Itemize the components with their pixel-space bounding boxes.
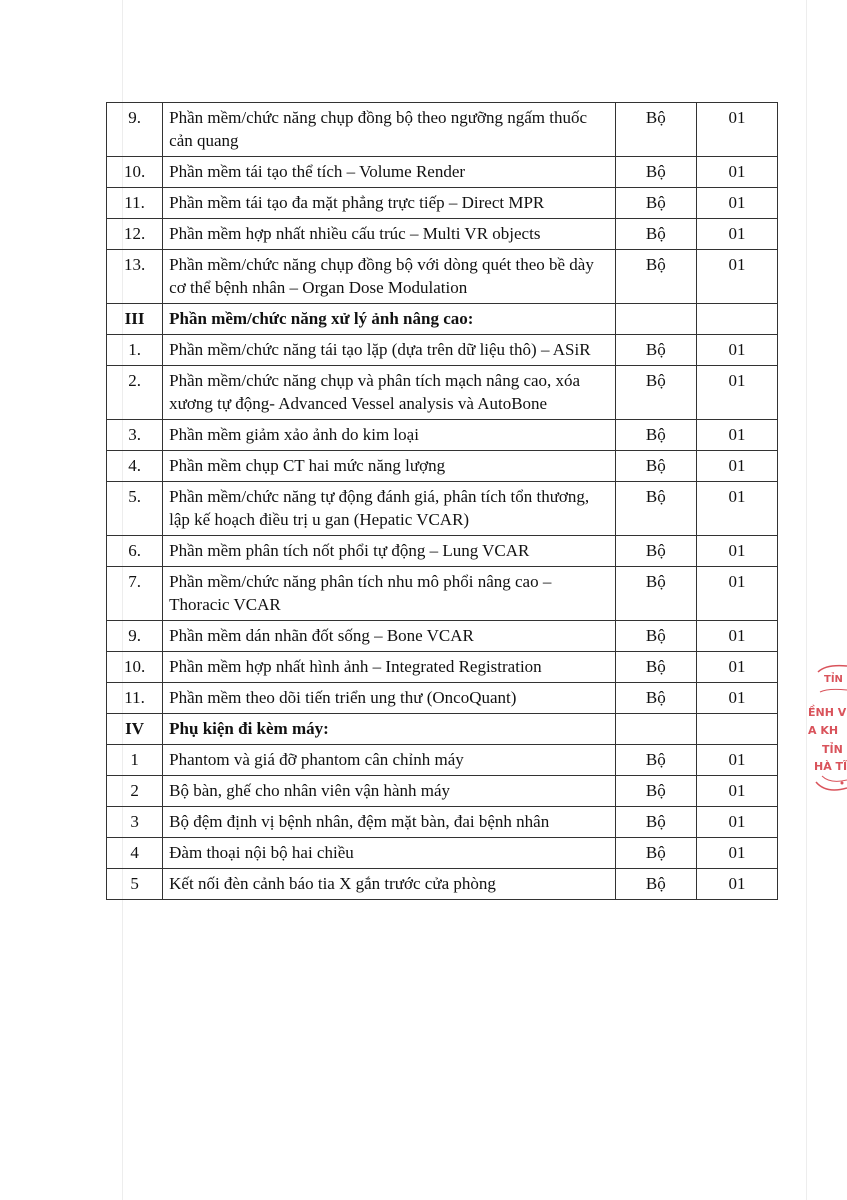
- unit-cell: Bộ: [615, 451, 696, 482]
- table-row: [107, 482, 778, 536]
- stamp-text: HÀ TĨ: [814, 760, 847, 773]
- quantity-cell: 01: [696, 807, 777, 838]
- row-number-cell: 7.: [107, 567, 163, 621]
- unit-cell: Bộ: [615, 776, 696, 807]
- item-name-cell: Phần mềm tái tạo đa mặt phẳng trực tiếp – Direct MPR: [163, 188, 616, 219]
- quantity-cell: [696, 714, 777, 745]
- item-name-cell: Phần mềm/chức năng phân tích nhu mô phổi nâng cao – Thoracic VCAR: [163, 567, 616, 621]
- table-row: [107, 745, 778, 776]
- table-row: [107, 366, 778, 420]
- unit-cell: Bộ: [615, 652, 696, 683]
- item-name-cell: Phantom và giá đỡ phantom cân chỉnh máy: [163, 745, 616, 776]
- unit-cell: Bộ: [615, 807, 696, 838]
- row-number-cell: 4.: [107, 451, 163, 482]
- quantity-cell: 01: [696, 567, 777, 621]
- row-number-cell: 6.: [107, 536, 163, 567]
- item-name-cell: Phần mềm hợp nhất hình ảnh – Integrated Registration: [163, 652, 616, 683]
- row-number-cell: 5: [107, 869, 163, 900]
- unit-cell: [615, 304, 696, 335]
- unit-cell: Bộ: [615, 250, 696, 304]
- row-number-cell: 10.: [107, 157, 163, 188]
- row-number-cell: 11.: [107, 188, 163, 219]
- item-name-cell: Phần mềm/chức năng xử lý ảnh nâng cao:: [163, 304, 616, 335]
- unit-cell: [615, 714, 696, 745]
- section-header-row: [107, 304, 778, 335]
- stamp-text: A KH: [808, 724, 839, 737]
- item-name-cell: Phần mềm/chức năng chụp và phân tích mạch nâng cao, xóa xương tự động- Advanced Vessel analysis và AutoBone: [163, 366, 616, 420]
- quantity-cell: 01: [696, 219, 777, 250]
- table-row: [107, 420, 778, 451]
- stamp-dot: [841, 782, 844, 785]
- red-stamp-seal: [806, 660, 847, 800]
- unit-cell: Bộ: [615, 103, 696, 157]
- table-row: [107, 536, 778, 567]
- spec-table-body: [107, 103, 778, 900]
- item-name-cell: Kết nối đèn cảnh báo tia X gắn trước cửa phòng: [163, 869, 616, 900]
- quantity-cell: 01: [696, 652, 777, 683]
- unit-cell: Bộ: [615, 219, 696, 250]
- row-number-cell: 1.: [107, 335, 163, 366]
- unit-cell: Bộ: [615, 567, 696, 621]
- row-number-cell: 11.: [107, 683, 163, 714]
- unit-cell: Bộ: [615, 157, 696, 188]
- stamp-text: TỈN: [822, 743, 843, 756]
- scan-artifact-line: [806, 0, 807, 1200]
- item-name-cell: Phần mềm/chức năng chụp đồng bộ với dòng quét theo bề dày cơ thể bệnh nhân – Organ Dose Modulation: [163, 250, 616, 304]
- item-name-cell: Phụ kiện đi kèm máy:: [163, 714, 616, 745]
- quantity-cell: 01: [696, 366, 777, 420]
- quantity-cell: 01: [696, 683, 777, 714]
- quantity-cell: 01: [696, 420, 777, 451]
- item-name-cell: Phần mềm tái tạo thể tích – Volume Render: [163, 157, 616, 188]
- item-name-cell: Phần mềm giảm xảo ảnh do kim loại: [163, 420, 616, 451]
- section-header-row: [107, 714, 778, 745]
- table-row: [107, 776, 778, 807]
- table-row: [107, 683, 778, 714]
- quantity-cell: 01: [696, 451, 777, 482]
- item-name-cell: Phần mềm chụp CT hai mức năng lượng: [163, 451, 616, 482]
- row-number-cell: 4: [107, 838, 163, 869]
- table-row: [107, 838, 778, 869]
- quantity-cell: 01: [696, 621, 777, 652]
- quantity-cell: [696, 304, 777, 335]
- quantity-cell: 01: [696, 188, 777, 219]
- quantity-cell: 01: [696, 776, 777, 807]
- unit-cell: Bộ: [615, 335, 696, 366]
- table-row: [107, 807, 778, 838]
- unit-cell: Bộ: [615, 683, 696, 714]
- row-number-cell: 9.: [107, 621, 163, 652]
- row-number-cell: 3: [107, 807, 163, 838]
- quantity-cell: 01: [696, 482, 777, 536]
- item-name-cell: Đàm thoại nội bộ hai chiều: [163, 838, 616, 869]
- row-number-cell: 5.: [107, 482, 163, 536]
- item-name-cell: Phần mềm hợp nhất nhiều cấu trúc – Multi VR objects: [163, 219, 616, 250]
- unit-cell: Bộ: [615, 420, 696, 451]
- unit-cell: Bộ: [615, 482, 696, 536]
- item-name-cell: Bộ bàn, ghế cho nhân viên vận hành máy: [163, 776, 616, 807]
- quantity-cell: 01: [696, 838, 777, 869]
- quantity-cell: 01: [696, 157, 777, 188]
- item-name-cell: Phần mềm/chức năng chụp đồng bộ theo ngưỡng ngấm thuốc cản quang: [163, 103, 616, 157]
- item-name-cell: Phần mềm dán nhãn đốt sống – Bone VCAR: [163, 621, 616, 652]
- row-number-cell: 3.: [107, 420, 163, 451]
- row-number-cell: 13.: [107, 250, 163, 304]
- item-name-cell: Phần mềm/chức năng tái tạo lặp (dựa trên dữ liệu thô) – ASiR: [163, 335, 616, 366]
- row-number-cell: 9.: [107, 103, 163, 157]
- row-number-cell: 2: [107, 776, 163, 807]
- unit-cell: Bộ: [615, 838, 696, 869]
- table-row: [107, 250, 778, 304]
- row-number-cell: IV: [107, 714, 163, 745]
- row-number-cell: 12.: [107, 219, 163, 250]
- quantity-cell: 01: [696, 745, 777, 776]
- table-row: [107, 335, 778, 366]
- table-row: [107, 652, 778, 683]
- row-number-cell: III: [107, 304, 163, 335]
- item-name-cell: Phần mềm phân tích nốt phổi tự động – Lung VCAR: [163, 536, 616, 567]
- unit-cell: Bộ: [615, 188, 696, 219]
- row-number-cell: 1: [107, 745, 163, 776]
- item-name-cell: Phần mềm/chức năng tự động đánh giá, phân tích tổn thương, lập kế hoạch điều trị u gan (Hepatic VCAR): [163, 482, 616, 536]
- table-row: [107, 219, 778, 250]
- stamp-graphic: [806, 660, 847, 800]
- row-number-cell: 10.: [107, 652, 163, 683]
- quantity-cell: 01: [696, 536, 777, 567]
- unit-cell: Bộ: [615, 536, 696, 567]
- table-row: [107, 157, 778, 188]
- row-number-cell: 2.: [107, 366, 163, 420]
- item-name-cell: Bộ đệm định vị bệnh nhân, đệm mặt bàn, đai bệnh nhân: [163, 807, 616, 838]
- quantity-cell: 01: [696, 869, 777, 900]
- equipment-spec-table: [106, 102, 778, 900]
- stamp-text: ỀNH V: [808, 706, 847, 719]
- table-row: [107, 567, 778, 621]
- table-row: [107, 103, 778, 157]
- unit-cell: Bộ: [615, 366, 696, 420]
- table-row: [107, 451, 778, 482]
- table-row: [107, 188, 778, 219]
- table-row: [107, 869, 778, 900]
- unit-cell: Bộ: [615, 869, 696, 900]
- quantity-cell: 01: [696, 250, 777, 304]
- unit-cell: Bộ: [615, 745, 696, 776]
- unit-cell: Bộ: [615, 621, 696, 652]
- quantity-cell: 01: [696, 335, 777, 366]
- stamp-text: TỈN: [824, 674, 843, 685]
- quantity-cell: 01: [696, 103, 777, 157]
- item-name-cell: Phần mềm theo dõi tiến triển ung thư (OncoQuant): [163, 683, 616, 714]
- table-row: [107, 621, 778, 652]
